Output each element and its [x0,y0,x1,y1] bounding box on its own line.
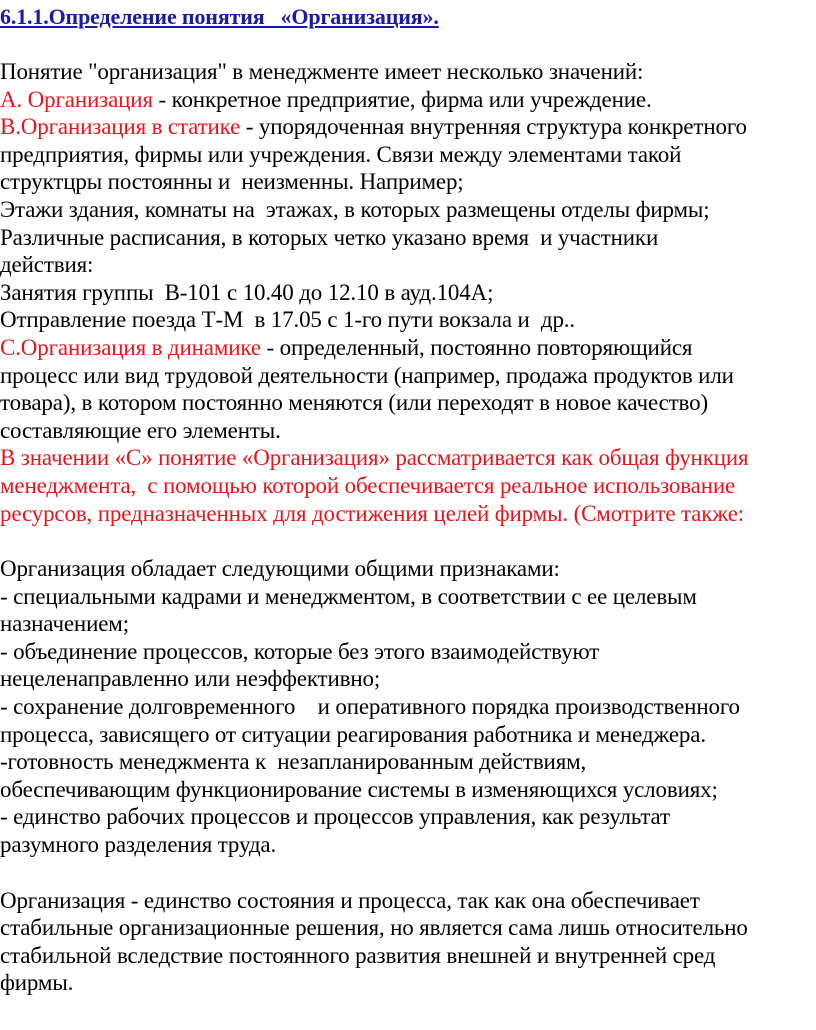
definition-b-line-7: Отправление поезда Т-М в 17.05 с 1-го пути вокзала и др.. [0,307,575,333]
definition-b-term: В.Организация в статике [0,114,241,140]
definition-a-label: А. [0,86,23,112]
definition-c-line-1: процесс или вид трудовой деятельности (например, продажа продуктов или [0,362,734,388]
features-block [0,555,816,859]
definition-b-line-4: Различные расписания, в которых четко указано время и участники [0,224,659,250]
highlight-line-1: менеджмента, с помощью которой обеспечивается реальное использование [0,472,736,498]
features-line-0: Организация обладает следующими общими признаками: [0,556,560,582]
conclusion-line-0: Организация - единство состояния и процесса, так как она обеспечивает [0,887,700,913]
features-line-9: - единство рабочих процессов и процессов управления, как результат [0,804,670,830]
definition-a-text: - конкретное предприятие, фирма или учреждение. [152,86,652,112]
definition-b-line-1: предприятия, фирмы или учреждения. Связи между элементами такой [0,141,682,167]
features-line-4: нецеленаправленно или неэффективно; [0,666,381,692]
highlight-line-2: ресурсов, предназначенных для достижения целей фирмы. (Смотрите также: [0,500,744,526]
conclusion-block [0,887,816,997]
spacer [0,30,816,58]
spacer [0,859,816,887]
features-line-6: процесса, зависящего от ситуации реагирования работника и менеджера. [0,721,706,747]
conclusion-line-2: стабильной вследствие постоянного развития внешней и внутренней сред [0,942,716,968]
features-line-1: - специальными кадрами и менеджментом, в соответствии с ее целевым [0,583,697,609]
features-line-5: - сохранение долговременного и оперативного порядка производственного [0,694,740,720]
spacer [0,527,816,555]
features-line-2: назначением; [0,611,129,637]
highlight-line-0: В значении «С» понятие «Организация» рассматривается как общая функция [0,445,749,471]
definition-c-text: - определенный, постоянно повторяющийся [260,334,693,360]
section-title: 6.1.1.Определение понятия «Организация». [0,4,439,29]
features-line-10: разумного разделения труда. [0,832,277,858]
definition-c-term: С.Организация в динамике [0,334,261,360]
definition-b-line-0 [0,113,816,141]
definition-a-term: Организация [27,86,153,112]
definition-b-text: - упорядоченная внутренняя структура конкретного [240,114,747,140]
definition-c-line-3: составляющие его элементы. [0,417,281,443]
features-line-8: обеспечивающим функционирование системы в изменяющихся условиях; [0,776,718,802]
definition-c-line-0 [0,334,816,362]
definition-b-line-3: Этажи здания, комнаты на этажах, в которых размещены отделы фирмы; [0,196,710,222]
definition-b-line-5: действия: [0,252,94,278]
conclusion-line-1: стабильные организационные решения, но является сама лишь относительно [0,915,748,941]
features-line-3: - объединение процессов, которые без этого взаимодействуют [0,638,600,664]
definition-b-line-2: структцры постоянны и неизменны. Например; [0,169,464,195]
intro-line: Понятие "организация" в менеджменте имеет несколько значений: [0,59,644,84]
definition-a [0,86,816,114]
features-line-7: -готовность менеджмента к незапланированным действиям, [0,749,587,775]
definitions-block [0,58,816,527]
definition-b-line-6: Занятия группы В-101 с 10.40 до 12.10 в ауд.104А; [0,279,494,305]
definition-c-line-2: товара), в котором постоянно меняются (или переходят в новое качество) [0,390,708,416]
conclusion-line-3: фирмы. [0,970,74,996]
